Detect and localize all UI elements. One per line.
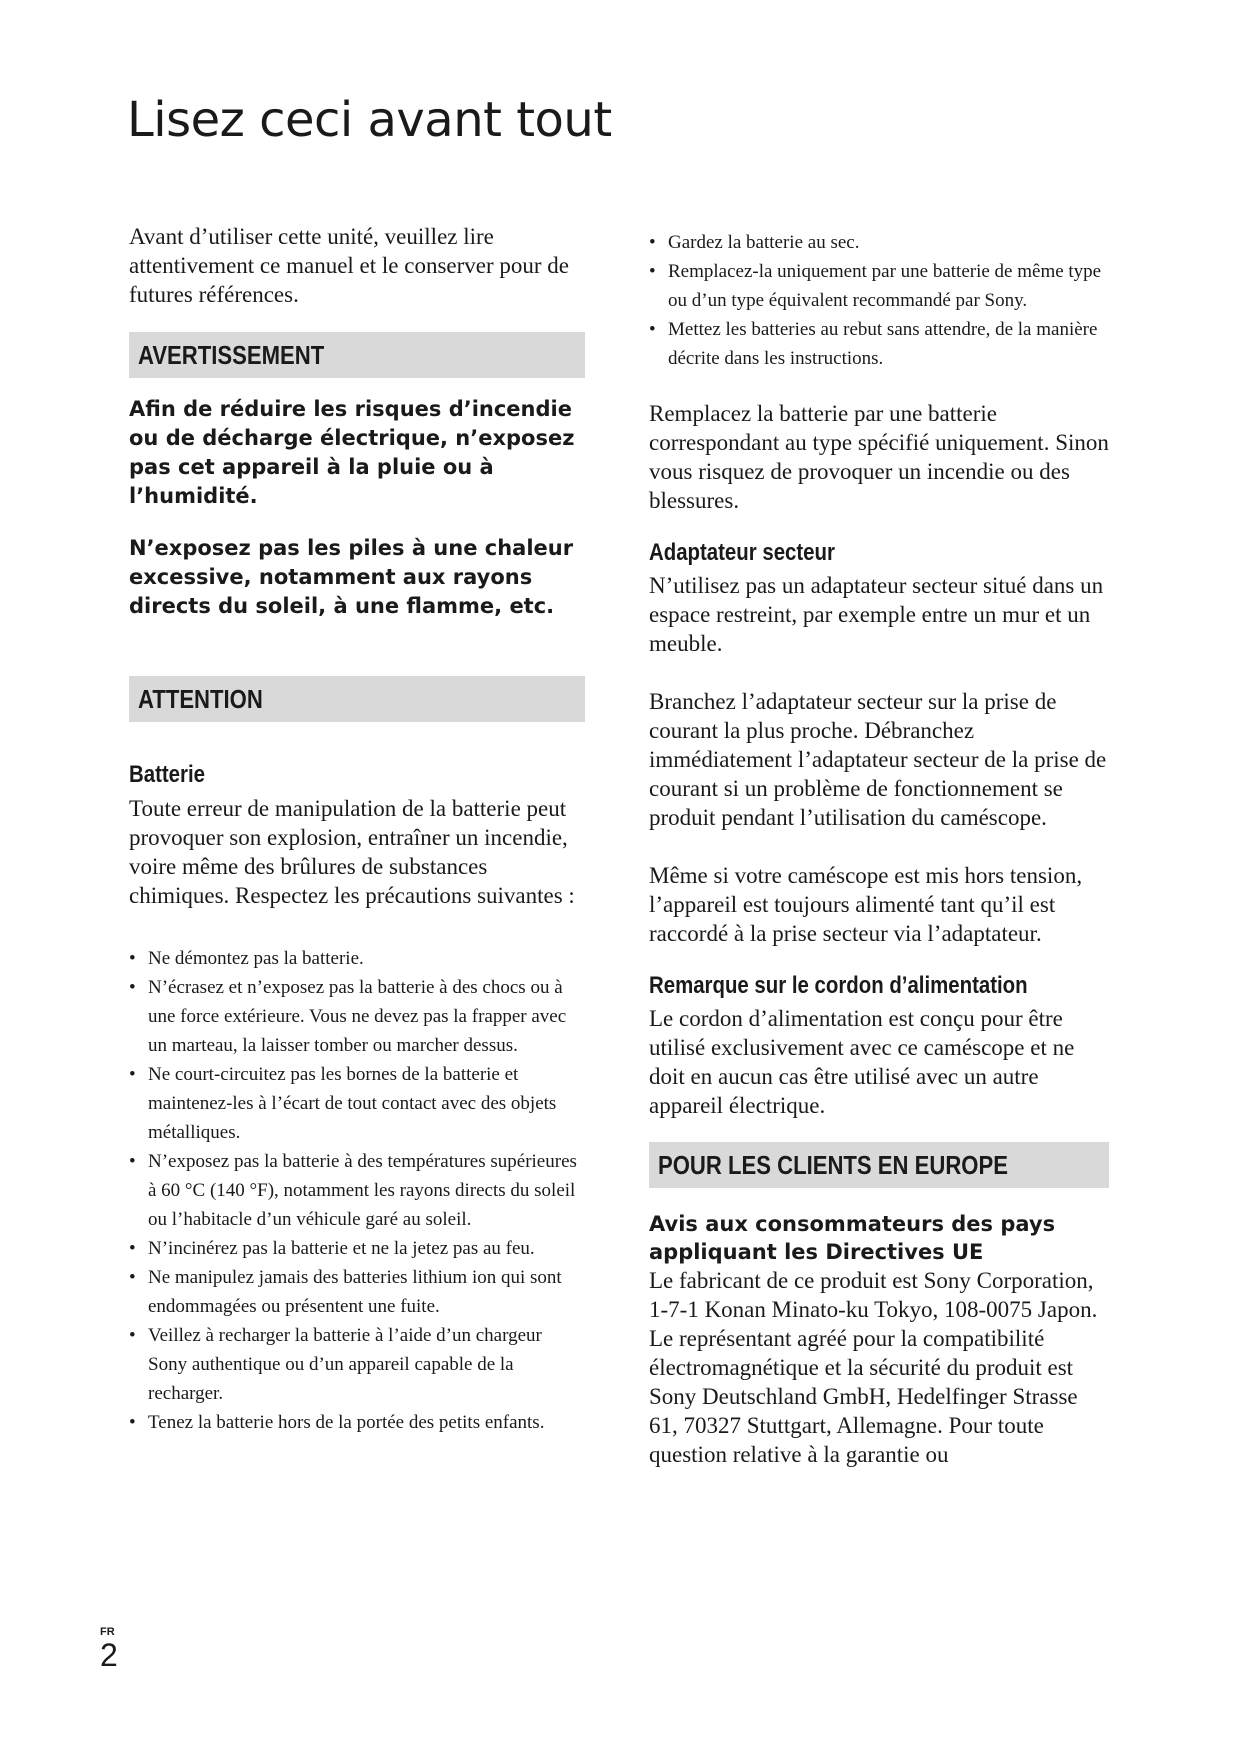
intro-paragraph: Avant d’utiliser cette unité, veuillez lire attentivement ce manuel et le conserver pour de futures références. <box>129 224 569 307</box>
list-item: • Veillez à recharger la batterie à l’aide d’un chargeur Sony authentique ou d’un appareil capable de la recharger. <box>129 1321 585 1408</box>
adapter-paragraph-3: Même si votre caméscope est mis hors tension, l’appareil est toujours alimenté tant qu’il est raccordé à la prise secteur via l’adaptateur. <box>649 863 1083 946</box>
adapter-heading: Adaptateur secteur <box>649 539 835 566</box>
battery-precautions-list <box>129 944 585 1437</box>
battery-precautions-list-continued <box>649 228 1109 373</box>
europe-heading-band <box>649 1142 1109 1188</box>
list-item: • Tenez la batterie hors de la portée des petits enfants. <box>129 1408 585 1437</box>
language-code: FR <box>100 1626 115 1638</box>
cord-paragraph: Le cordon d’alimentation est conçu pour être utilisé exclusivement avec ce caméscope et ne doit en aucun cas être utilisé avec un autre appareil électrique. <box>649 1006 1075 1118</box>
list-item: • Remplacez-la uniquement par une batterie de même type ou d’un type équivalent recommandé par Sony. <box>649 257 1109 315</box>
battery-heading: Batterie <box>129 761 205 788</box>
list-item: • Ne manipulez jamais des batteries lithium ion qui sont endommagées ou présentent une fuite. <box>129 1263 585 1321</box>
europe-heading: POUR LES CLIENTS EN EUROPE <box>658 1150 1008 1180</box>
list-item: • Mettez les batteries au rebut sans attendre, de la manière décrite dans les instructions. <box>649 315 1109 373</box>
cord-heading: Remarque sur le cordon d’alimentation <box>649 972 1028 999</box>
page-number <box>100 1626 118 1672</box>
list-item: • Ne court-circuitez pas les bornes de la batterie et maintenez-les à l’écart de tout contact avec des objets métalliques. <box>129 1060 585 1147</box>
warning-heading-band <box>129 332 585 378</box>
adapter-paragraph-2: Branchez l’adaptateur secteur sur la prise de courant la plus proche. Débranchez immédiatement l’adaptateur secteur de la prise de courant si un problème de fonctionnement se produit pendant l’utilisation du caméscope. <box>649 689 1107 830</box>
list-item: • Ne démontez pas la batterie. <box>129 944 585 973</box>
list-item: • N’incinérez pas la batterie et ne la jetez pas au feu. <box>129 1234 585 1263</box>
adapter-paragraph-1: N’utilisez pas un adaptateur secteur situé dans un espace restreint, par exemple entre un mur et un meuble. <box>649 573 1104 656</box>
warning-heading: AVERTISSEMENT <box>138 340 325 370</box>
replace-battery-paragraph: Remplacez la batterie par une batterie correspondant au type spécifié uniquement. Sinon vous risquez de provoquer un incendie ou des blessures. <box>649 401 1109 513</box>
warning-paragraph-2: N’exposez pas les piles à une chaleur excessive, notamment aux rayons directs du soleil, à une flamme, etc. <box>129 536 574 618</box>
left-column <box>129 222 585 1437</box>
eu-paragraph: Le fabricant de ce produit est Sony Corporation, 1-7-1 Konan Minato-ku Tokyo, 108-0075 Japon. Le représentant agréé pour la compatibilité électromagnétique et la sécurité du produit est Sony Deutschland GmbH, Hedelfinger Strasse 61, 70327 Stuttgart, Allemagne. Pour toute question relative à la garantie ou <box>649 1268 1098 1467</box>
attention-heading: ATTENTION <box>138 684 263 714</box>
right-column <box>649 228 1109 1469</box>
battery-paragraph: Toute erreur de manipulation de la batterie peut provoquer son explosion, entraîner un incendie, voire même des brûlures de substances chimiques. Respectez les précautions suivantes : <box>129 796 575 908</box>
list-item: • Gardez la batterie au sec. <box>649 228 1109 257</box>
warning-paragraph-1: Afin de réduire les risques d’incendie ou de décharge électrique, n’exposez pas cet appareil à la pluie ou à l’humidité. <box>129 397 575 508</box>
list-item: • N’écrasez et n’exposez pas la batterie à des chocs ou à une force extérieure. Vous ne devez pas la frapper avec un marteau, la laisser tomber ou marcher dessus. <box>129 973 585 1060</box>
list-item: • N’exposez pas la batterie à des températures supérieures à 60 °C (140 °F), notamment les rayons directs du soleil ou l’habitacle d’un véhicule garé au soleil. <box>129 1147 585 1234</box>
page-title: Lisez ceci avant tout <box>127 92 612 148</box>
attention-heading-band <box>129 676 585 722</box>
page-number-value: 2 <box>100 1637 118 1673</box>
eu-subheading: Avis aux consommateurs des pays appliquant les Directives UE <box>649 1212 1056 1264</box>
